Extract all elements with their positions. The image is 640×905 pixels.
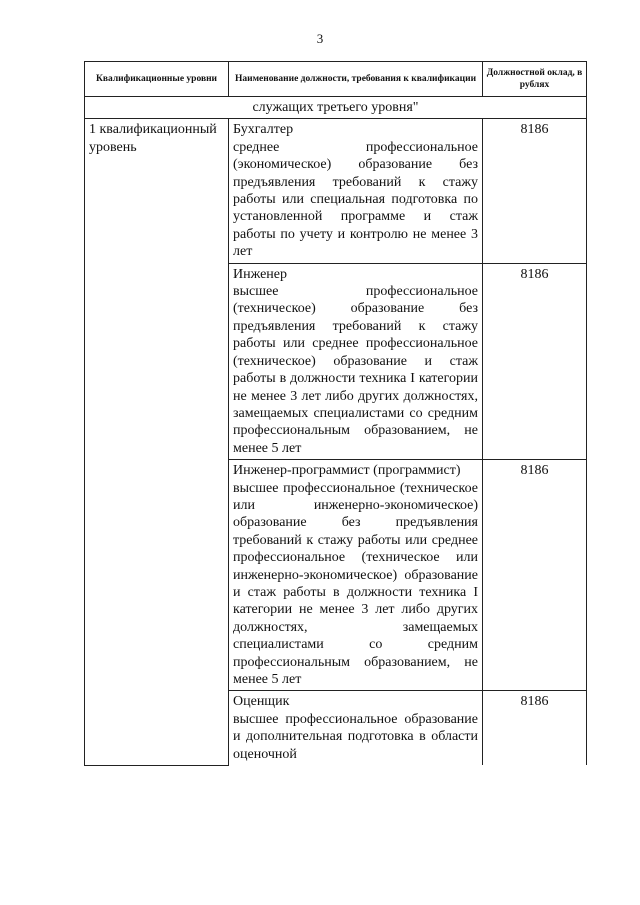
qualification-table	[84, 61, 587, 766]
header-qualification-levels: Квалификационные уровни	[85, 62, 229, 97]
position-requirements: среднее профессиональное (экономическое) образование без предъявления требований к стажу работы или специальная подготовка по установленной программе и стаж работы по учету и контролю не менее 3 лет	[233, 139, 478, 260]
position-title: Бухгалтер	[233, 122, 294, 138]
position-cell	[229, 119, 483, 263]
salary-value: 8186	[483, 691, 587, 765]
qualification-level: 1 квалификационный уровень	[85, 119, 229, 765]
position-cell	[229, 691, 483, 765]
salary-value: 8186	[483, 263, 587, 459]
page-number: 3	[316, 31, 324, 46]
header-salary: Должностной оклад, в рублях	[483, 62, 587, 97]
header-position-requirements: Наименование должности, требования к квалификации	[229, 62, 483, 97]
position-title: Инженер-программист (программист)	[233, 463, 461, 479]
position-cell	[229, 460, 483, 691]
group-row	[85, 97, 587, 119]
position-requirements: высшее профессиональное (техническое) образование без предъявления требований к стажу работы или среднее профессиональное (техническое) образование и стаж работы в должности техника I категории не менее 3 лет либо других должностях, замещаемых специалистами со средним профессиональным образованием, не менее 5 лет	[233, 284, 478, 456]
salary-value: 8186	[483, 119, 587, 263]
group-title: служащих третьего уровня"	[85, 97, 587, 119]
position-title: Инженер	[233, 266, 288, 282]
salary-value: 8186	[483, 460, 587, 691]
position-requirements: высшее профессиональное (техническое или инженерно-экономическое) образование без предъявления требований к стажу работы или среднее профессиональное (техническое или инженерно-экономическое) образование и стаж работы в должности техника I категории не менее 3 лет либо других должностях, замещаемых специалистами со средним профессиональным образованием, не менее 5 лет	[233, 480, 478, 687]
position-title: Оценщик	[233, 694, 290, 710]
position-requirements: высшее профессиональное образование и дополнительная подготовка в области оценочной	[233, 711, 478, 762]
table-row	[85, 119, 587, 263]
table-header-row	[85, 62, 587, 97]
position-cell	[229, 263, 483, 459]
